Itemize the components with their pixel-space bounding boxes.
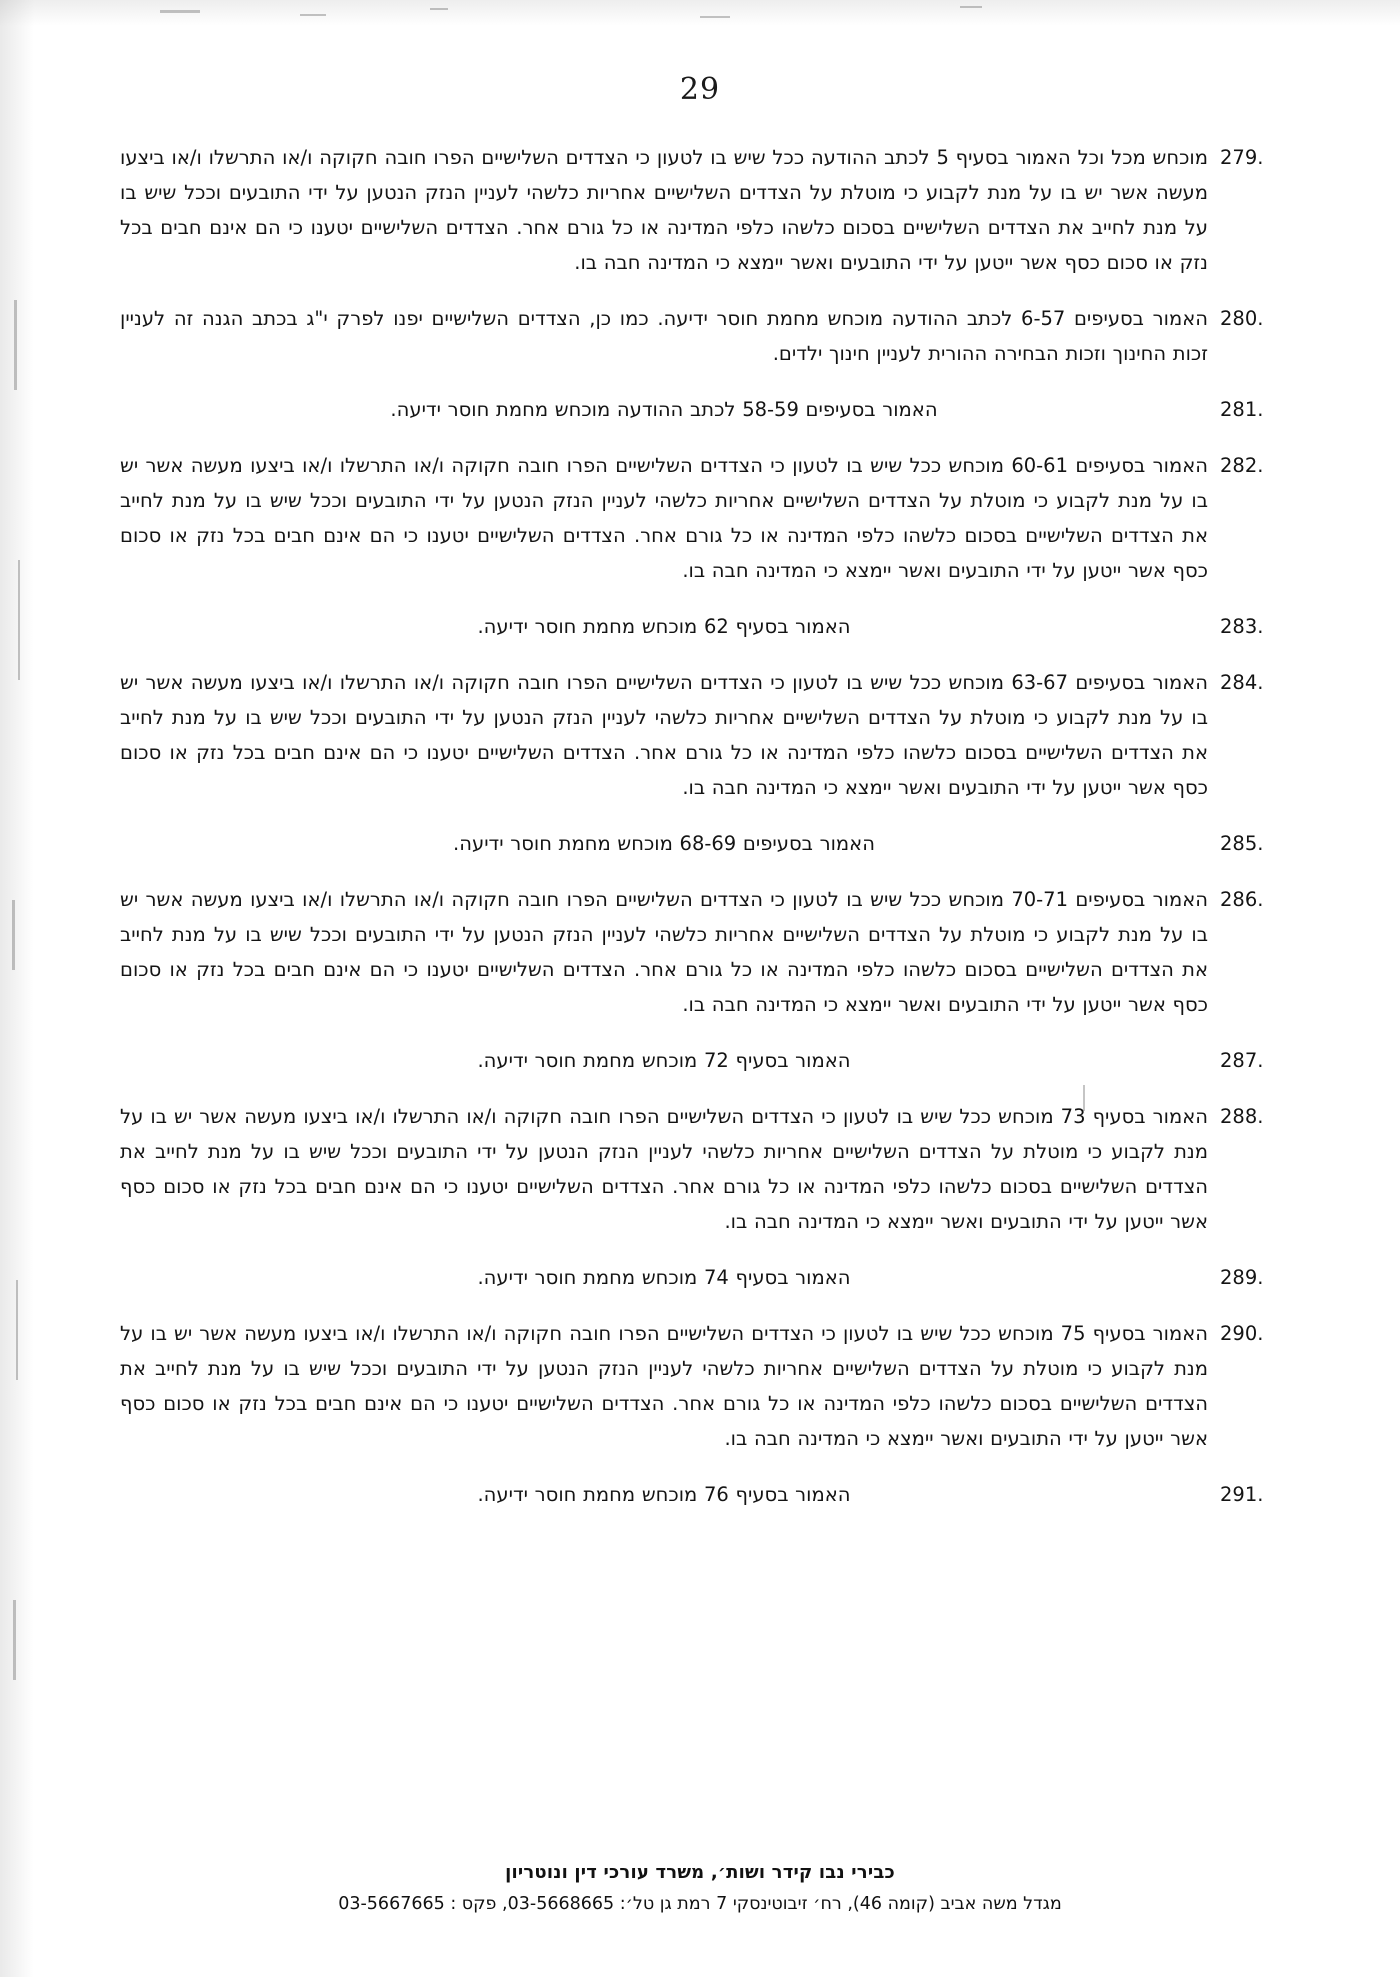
clause-number: .284	[1220, 671, 1264, 694]
clause-item	[120, 1316, 1280, 1456]
clause-number: .287	[1220, 1049, 1264, 1072]
scan-speck	[12, 900, 15, 970]
clause-number: .290	[1220, 1322, 1264, 1345]
clause-text: האמור בסעיפים 6-57 לכתב ההודעה מוכחש מחמת חוסר ידיעה. כמו כן, הצדדים השלישיים יפנו לפרק י"ג בכתב הגנה זה לעניין זכות החינוך וזכות הבחירה ההורית לעניין חינוך ילדים.	[120, 307, 1208, 365]
scan-edge-artifact-top	[0, 0, 1400, 26]
scan-speck	[700, 16, 730, 18]
scan-speck	[960, 6, 982, 8]
clause-item	[120, 882, 1280, 1022]
clause-item	[120, 826, 1280, 861]
scan-speck	[16, 1280, 18, 1380]
scan-speck	[300, 14, 326, 16]
clause-item	[120, 301, 1280, 371]
clause-item	[120, 1099, 1280, 1239]
clause-item	[120, 1043, 1280, 1078]
clause-number: .282	[1220, 454, 1264, 477]
page-number: 29	[679, 72, 721, 107]
scan-speck	[14, 300, 17, 390]
clause-text: מוכחש מכל וכל האמור בסעיף 5 לכתב ההודעה ככל שיש בו לטעון כי הצדדים השלישיים הפרו חובה חקוקה ו/או התרשלו ו/או ביצעו מעשה אשר יש בו על מנת לקבוע כי מוטלת על הצדדים השלישיים אחריות כלשהי לעניין הנזק הנטען על ידי התובעים וככל שיש בו על מנת לחייב את הצדדים השלישיים בסכום כלשהו כלפי המדינה או כל גורם אחר. הצדדים השלישיים יטענו כי הם אינם חבים בכל נזק או סכום כסף אשר ייטען על ידי התובעים ואשר יימצא כי המדינה חבה בו.	[120, 146, 1208, 274]
clause-number: .286	[1220, 888, 1264, 911]
clause-text: האמור בסעיף 72 מוכחש מחמת חוסר ידיעה.	[477, 1049, 851, 1072]
clause-number: .280	[1220, 307, 1264, 330]
clause-item	[120, 1477, 1280, 1512]
clause-number: .289	[1220, 1266, 1264, 1289]
clause-item	[120, 1260, 1280, 1295]
page-footer	[0, 1859, 1400, 1919]
clause-text: האמור בסעיף 73 מוכחש ככל שיש בו לטעון כי הצדדים השלישיים הפרו חובה חקוקה ו/או התרשלו ו/או ביצעו מעשה אשר יש בו על מנת לקבוע כי מוטלת על הצדדים השלישיים אחריות כלשהי לעניין הנזק הנטען על ידי התובעים וככל שיש בו על מנת לחייב את הצדדים השלישיים בסכום כלשהו כלפי המדינה או כל גורם אחר. הצדדים השלישיים יטענו כי הם אינם חבים בכל נזק או סכום כסף אשר ייטען על ידי התובעים ואשר יימצא כי המדינה חבה בו.	[120, 1105, 1208, 1233]
clause-text: האמור בסעיפים 60-61 מוכחש ככל שיש בו לטעון כי הצדדים השלישיים הפרו חובה חקוקה ו/או התרשלו ו/או ביצעו מעשה אשר יש בו על מנת לקבוע כי מוטלת על הצדדים השלישיים אחריות כלשהי לעניין הנזק הנטען על ידי התובעים וככל שיש בו על מנת לחייב את הצדדים השלישיים בסכום כלשהו כלפי המדינה או כל גורם אחר. הצדדים השלישיים יטענו כי הם אינם חבים בכל נזק או סכום כסף אשר ייטען על ידי התובעים ואשר יימצא כי המדינה חבה בו.	[120, 454, 1208, 582]
scan-speck	[430, 8, 448, 10]
scan-speck	[160, 10, 200, 13]
clause-item	[120, 392, 1280, 427]
clause-number: .291	[1220, 1483, 1264, 1506]
clause-item	[120, 140, 1280, 280]
scan-speck	[18, 560, 20, 680]
clause-item	[120, 609, 1280, 644]
clause-text: האמור בסעיפים 63-67 מוכחש ככל שיש בו לטעון כי הצדדים השלישיים הפרו חובה חקוקה ו/או התרשלו ו/או ביצעו מעשה אשר יש בו על מנת לקבוע כי מוטלת על הצדדים השלישיים אחריות כלשהי לעניין הנזק הנטען על ידי התובעים וככל שיש בו על מנת לחייב את הצדדים השלישיים בסכום כלשהו כלפי המדינה או כל גורם אחר. הצדדים השלישיים יטענו כי הם אינם חבים בכל נזק או סכום כסף אשר ייטען על ידי התובעים ואשר יימצא כי המדינה חבה בו.	[120, 671, 1208, 799]
clause-text: האמור בסעיף 62 מוכחש מחמת חוסר ידיעה.	[477, 615, 851, 638]
clause-text: האמור בסעיף 76 מוכחש מחמת חוסר ידיעה.	[477, 1483, 851, 1506]
clause-text: האמור בסעיפים 58-59 לכתב ההודעה מוכחש מחמת חוסר ידיעה.	[390, 398, 938, 421]
clause-text: האמור בסעיפים 70-71 מוכחש ככל שיש בו לטעון כי הצדדים השלישיים הפרו חובה חקוקה ו/או התרשלו ו/או ביצעו מעשה אשר יש בו על מנת לקבוע כי מוטלת על הצדדים השלישיים אחריות כלשהי לעניין הנזק הנטען על ידי התובעים וככל שיש בו על מנת לחייב את הצדדים השלישיים בסכום כלשהו כלפי המדינה או כל גורם אחר. הצדדים השלישיים יטענו כי הם אינם חבים בכל נזק או סכום כסף אשר ייטען על ידי התובעים ואשר יימצא כי המדינה חבה בו.	[120, 888, 1208, 1016]
clause-text: האמור בסעיפים 68-69 מוכחש מחמת חוסר ידיעה.	[453, 832, 875, 855]
footer-address: מגדל משה אביב (קומה 46), רח׳ זיבוטינסקי 7 רמת גן טל׳: 03-5668665, פקס : 03-5667665	[338, 1894, 1062, 1914]
clause-text: האמור בסעיף 75 מוכחש ככל שיש בו לטעון כי הצדדים השלישיים הפרו חובה חקוקה ו/או התרשלו ו/או ביצעו מעשה אשר יש בו על מנת לקבוע כי מוטלת על הצדדים השלישיים אחריות כלשהי לעניין הנזק הנטען על ידי התובעים וככל שיש בו על מנת לחייב את הצדדים השלישיים בסכום כלשהו כלפי המדינה או כל גורם אחר. הצדדים השלישיים יטענו כי הם אינם חבים בכל נזק או סכום כסף אשר ייטען על ידי התובעים ואשר יימצא כי המדינה חבה בו.	[120, 1322, 1208, 1450]
clause-number: .279	[1220, 146, 1264, 169]
clause-number: .281	[1220, 398, 1264, 421]
scan-edge-artifact-left	[0, 0, 34, 1977]
clause-number: .285	[1220, 832, 1264, 855]
scan-speck	[13, 1600, 16, 1680]
clause-number: .288	[1220, 1105, 1264, 1128]
clause-number: .283	[1220, 615, 1264, 638]
clause-text: האמור בסעיף 74 מוכחש מחמת חוסר ידיעה.	[477, 1266, 851, 1289]
clause-list	[120, 140, 1280, 1533]
clause-item	[120, 665, 1280, 805]
footer-firm-name: כבירי נבו קידר ושות׳, משרד עורכי דין ונוטריון	[505, 1862, 895, 1883]
clause-item	[120, 448, 1280, 588]
